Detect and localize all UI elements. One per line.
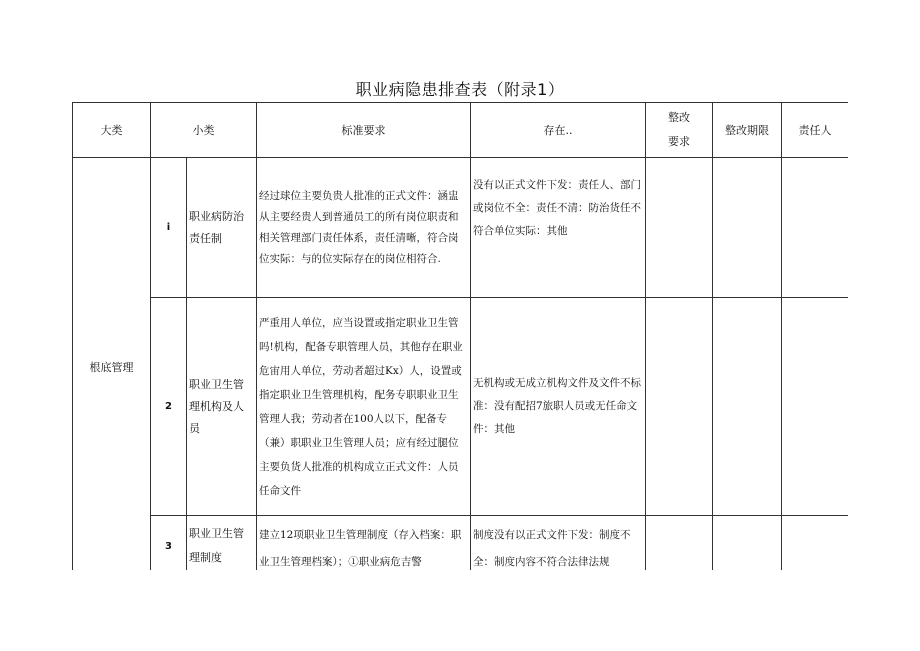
rectify-cell[interactable] <box>646 158 713 298</box>
responsible-cell[interactable] <box>782 298 849 516</box>
header-deadline: 整改期限 <box>713 103 782 158</box>
responsible-cell[interactable] <box>782 516 849 571</box>
standard-cell: 经过球位主要负贵人批准的正式文件：涵盅从主要经贵人到普通员工的所有岗位职责和相关管理部门责任体系，责任清晰，符合岗位实际：与的位实际存在的岗位相符合. <box>257 158 471 298</box>
hazard-inspection-table <box>72 102 848 570</box>
table-row <box>73 516 849 571</box>
header-rectify-line2: 要求 <box>668 135 690 148</box>
inspection-table-container <box>72 102 848 570</box>
header-category: 大类 <box>73 103 151 158</box>
responsible-cell[interactable] <box>782 158 849 298</box>
subcategory-cell: 职业卫生管理制度 <box>187 516 257 571</box>
rectify-cell[interactable] <box>646 298 713 516</box>
header-rectify-line1: 整改 <box>668 111 690 124</box>
existing-cell: 没有以正式文件下发：责任人、部门或岗位不全：责任不清：防治货任不符合单位实际：其他 <box>471 158 646 298</box>
subcategory-cell: 职业病防治责任制 <box>187 158 257 298</box>
deadline-cell[interactable] <box>713 516 782 571</box>
standard-cell: 严重用人单位，应当设置或指定职业卫生管吗!机构，配备专职管理人员，其他存在职业危宙用人单位，劳动者超过Kx）人，设置或指定职业卫生管理机构，配务专职职业卫生管理人我；劳动者在100人以下，配备专（兼）职职业卫生管理人员；应有经过腿位主要负货人批准的机构成立正式文件：人员任命文件 <box>257 298 471 516</box>
category-cell: 根底管理 <box>73 158 151 571</box>
header-standard: 标准要求 <box>257 103 471 158</box>
table-header-row <box>73 103 849 158</box>
header-existing: 存在.. <box>471 103 646 158</box>
row-number: 3 <box>151 516 187 571</box>
subcategory-cell: 职业卫生管理机构及人员 <box>187 298 257 516</box>
deadline-cell[interactable] <box>713 298 782 516</box>
row-number: 2 <box>151 298 187 516</box>
page-title: 职业病隐患排查表（附录1） <box>355 80 565 99</box>
deadline-cell[interactable] <box>713 158 782 298</box>
existing-cell: 无机构或无成立机构文件及文件不标准：没有配招7旅职人员或无任命文件：其他 <box>471 298 646 516</box>
table-row <box>73 158 849 298</box>
header-rectify-requirement <box>646 103 713 158</box>
header-responsible: 责任人 <box>782 103 849 158</box>
header-subcategory: 小类 <box>151 103 257 158</box>
table-row <box>73 298 849 516</box>
existing-cell: 制度没有以正式文件下发：制度不全：制度内容不符合法律法规 <box>471 516 646 571</box>
rectify-cell[interactable] <box>646 516 713 571</box>
standard-cell: 建立12项职业卫生管理制度（存入档案：职业卫生管理档案）；①职业病危吉警 <box>257 516 471 571</box>
row-number: i <box>151 158 187 298</box>
